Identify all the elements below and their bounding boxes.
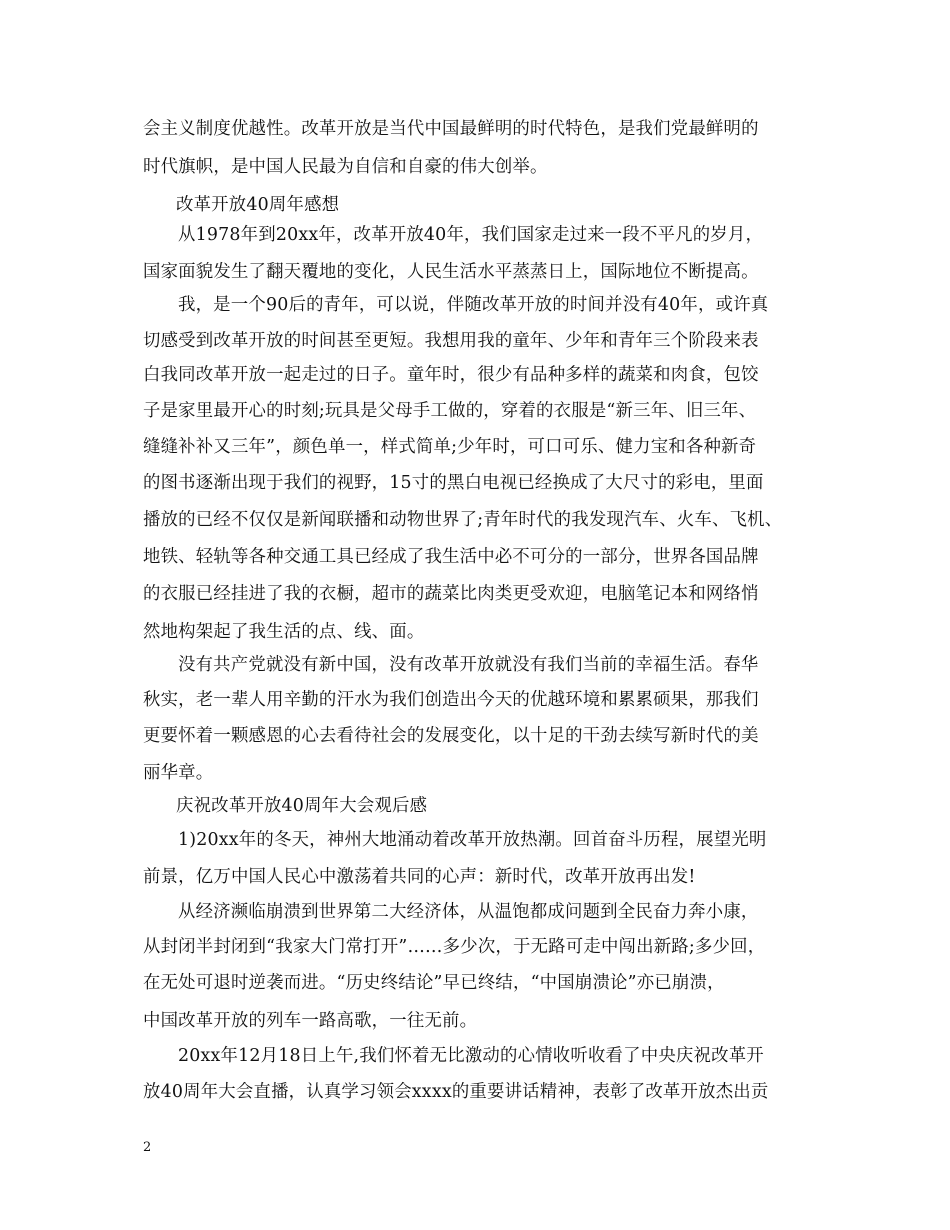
text-line: 时代旗帜，是中国人民最为自信和自豪的伟大创举。: [143, 157, 548, 177]
text-line: 秋实，老一辈人用辛勤的汗水为我们创造出今天的优越环境和累累硕果，那我们: [143, 690, 759, 710]
section-heading: 改革开放40周年感想: [176, 195, 340, 215]
text-line: 放40周年大会直播，认真学习领会xxxx的重要讲话精神，表彰了改革开放杰出贡: [143, 1082, 769, 1102]
text-line: 从经济濒临崩溃到世界第二大经济体，从温饱都成问题到全民奋力奔小康，: [178, 902, 759, 922]
text-line: 中国改革开放的列车一路高歌，一往无前。: [143, 1011, 478, 1031]
text-line: 然地构架起了我生活的点、线、面。: [143, 622, 425, 642]
text-line: 从1978年到20xx年，改革开放40年，我们国家走过来一段不平凡的岁月，: [178, 225, 764, 245]
text-line: 我，是一个90后的青年，可以说，伴随改革开放的时间并没有40年，或许真: [178, 295, 769, 315]
text-line: 的衣服已经挂进了我的衣橱，超市的蔬菜比肉类更受欢迎，电脑笔记本和网络悄: [143, 584, 759, 604]
text-line: 20xx年12月18日上午,我们怀着无比激动的心情收听收看了中央庆祝改革开: [178, 1046, 764, 1066]
text-line: 没有共产党就没有新中国，没有改革开放就没有我们当前的幸福生活。春华: [178, 655, 759, 675]
text-line: 更要怀着一颗感恩的心去看待社会的发展变化，以十足的干劲去续写新时代的美: [143, 726, 759, 746]
text-line: 在无处可退时逆袭而进。“历史终结论”早已终结，“中国崩溃论”亦已崩溃，: [143, 973, 725, 993]
section-heading: 庆祝改革开放40周年大会观后感: [176, 796, 428, 816]
text-line: 国家面貌发生了翻天覆地的变化，人民生活水平蒸蒸日上，国际地位不断提高。: [143, 262, 759, 282]
text-line: 子是家里最开心的时刻;玩具是父母手工做的，穿着的衣服是“新三年、旧三年、: [143, 401, 757, 421]
text-line: 地铁、轻轨等各种交通工具已经成了我生活中必不可分的一部分，世界各国品牌: [143, 547, 759, 567]
text-line: 的图书逐渐出现于我们的视野，15寸的黑白电视已经换成了大尺寸的彩电，里面: [143, 473, 764, 493]
text-line: 白我同改革开放一起走过的日子。童年时，很少有品种多样的蔬菜和肉食，包饺: [143, 365, 759, 385]
text-line: 1)20xx年的冬天，神州大地涌动着改革开放热潮。回首奋斗历程，展望光明: [178, 830, 767, 850]
text-line: 丽华章。: [143, 763, 214, 783]
text-line: 会主义制度优越性。改革开放是当代中国最鲜明的时代特色，是我们党最鲜明的: [143, 119, 759, 139]
text-line: 从封闭半封闭到“我家大门常打开”……多少次，于无路可走中闯出新路;多少回，: [143, 937, 766, 957]
text-line: 播放的已经不仅仅是新闻联播和动物世界了;青年时代的我发现汽车、火车、飞机、: [143, 510, 783, 530]
text-line: 切感受到改革开放的时间甚至更短。我想用我的童年、少年和青年三个阶段来表: [143, 331, 759, 351]
page-number: 2: [143, 1140, 152, 1155]
text-line: 前景，亿万中国人民心中激荡着共同的心声：新时代，改革开放再出发!: [143, 867, 696, 887]
text-line: 缝缝补补又三年”，颜色单一，样式简单;少年时，可口可乐、健力宝和各种新奇: [143, 437, 757, 457]
